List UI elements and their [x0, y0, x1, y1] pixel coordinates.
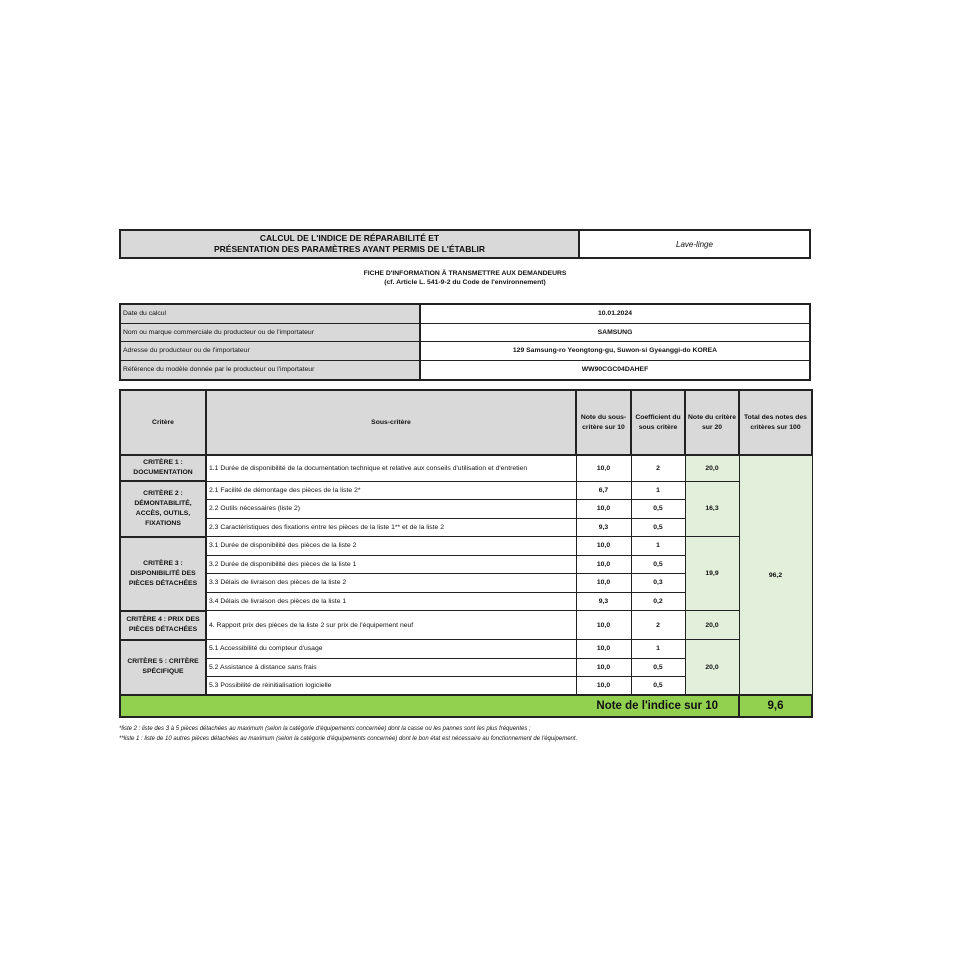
sub-criterion: 2.2 Outils nécessaires (liste 2) [206, 500, 576, 519]
sub-note: 10,0 [576, 574, 631, 593]
criterion-3-note: 19,9 [685, 537, 739, 611]
criterion-4-note: 20,0 [685, 611, 739, 640]
sheet-subtitle [119, 269, 811, 287]
info-label: Référence du modèle donnée par le producteur ou l'importateur [121, 361, 421, 380]
table-row [120, 455, 812, 481]
final-score-label: Note de l'indice sur 10 [120, 695, 739, 717]
sub-note: 10,0 [576, 555, 631, 574]
sub-note: 10,0 [576, 640, 631, 659]
criterion-1-note: 20,0 [685, 455, 739, 481]
header-note-critere: Note du critère sur 20 [685, 390, 739, 455]
info-row-address [121, 342, 809, 361]
info-value: WW90CGC04DAHEF [581, 366, 649, 374]
sub-coef: 0,5 [631, 518, 685, 537]
criterion-5-name: CRITÈRE 5 : CRITÈRE SPÉCIFIQUE [120, 640, 206, 696]
info-row-brand [121, 324, 809, 343]
sub-coef: 0,3 [631, 574, 685, 593]
sub-note: 9,3 [576, 518, 631, 537]
sub-coef: 0,5 [631, 500, 685, 519]
info-label: Adresse du producteur ou de l'importateur [121, 342, 421, 360]
info-label: Date du calcul [121, 305, 421, 323]
info-value: 129 Samsung-ro Yeongtong-gu, Suwon-si Gyeanggi-do KOREA [512, 347, 718, 355]
sub-coef: 0,5 [631, 555, 685, 574]
criterion-2-note: 16,3 [685, 481, 739, 537]
sub-note: 10,0 [576, 455, 631, 481]
criterion-5-note: 20,0 [685, 640, 739, 696]
table-row [120, 611, 812, 640]
footnote-list-2: *liste 2 : liste des 3 à 5 pièces détachées au maximum (selon la catégorie d'équipements concernée) dont la casse ou les pannes sont les plus fréquentes ; [119, 726, 531, 732]
criteria-table [119, 389, 813, 718]
sub-coef: 1 [631, 640, 685, 659]
criterion-2-name: CRITÈRE 2 : DÉMONTABILITÉ, ACCÈS, OUTILS, FIXATIONS [120, 481, 206, 537]
sub-criterion: 3.4 Délais de livraison des pièces de la liste 1 [206, 592, 576, 611]
info-row-date [121, 305, 809, 324]
header-coefficient: Coefficient du sous critère [631, 390, 685, 455]
info-value: 10.01.2024 [597, 310, 633, 318]
sub-criterion: 2.3 Caractéristiques des fixations entre les pièces de la liste 1** et de la liste 2 [206, 518, 576, 537]
sub-criterion: 5.2 Assistance à distance sans frais [206, 658, 576, 677]
sub-coef: 2 [631, 611, 685, 640]
sub-criterion: 1.1 Durée de disponibilité de la documentation technique et relative aux conseils d'utilisation et d'entretien [206, 455, 576, 481]
sub-coef: 0,5 [631, 658, 685, 677]
sub-note: 10,0 [576, 537, 631, 556]
sub-note: 10,0 [576, 677, 631, 696]
sub-criterion: 5.3 Possibilité de réinitialisation logicielle [206, 677, 576, 696]
subtitle-line-1: FICHE D'INFORMATION À TRANSMETTRE AUX DEMANDEURS [363, 270, 567, 277]
sub-note: 6,7 [576, 481, 631, 500]
table-row [120, 537, 812, 556]
table-row [120, 481, 812, 500]
info-value: SAMSUNG [597, 328, 633, 336]
sub-note: 10,0 [576, 611, 631, 640]
sheet-header [119, 229, 811, 259]
title-line-2: PRÉSENTATION DES PARAMÈTRES AYANT PERMIS DE L'ÉTABLIR [213, 244, 486, 254]
subtitle-line-2: (cf. Article L. 541-9-2 du Code de l'environnement) [384, 279, 546, 286]
header-note-sous-critere: Note du sous-critère sur 10 [576, 390, 631, 455]
sub-criterion: 3.2 Durée de disponibilité des pièces de la liste 1 [206, 555, 576, 574]
total-100: 96,2 [739, 455, 812, 695]
info-row-model [121, 361, 809, 380]
info-label: Nom ou marque commerciale du producteur ou de l'importateur [121, 324, 421, 342]
header-critere: Critère [120, 390, 206, 455]
sheet-title [121, 231, 580, 257]
final-score-value: 9,6 [739, 695, 812, 717]
sub-criterion: 5.1 Accessibilité du compteur d'usage [206, 640, 576, 659]
sub-note: 9,3 [576, 592, 631, 611]
footnotes [119, 725, 577, 744]
criterion-4-name: CRITÈRE 4 : PRIX DES PIÈCES DÉTACHÉES [120, 611, 206, 640]
sub-criterion: 2.1 Facilité de démontage des pièces de la liste 2* [206, 481, 576, 500]
sub-coef: 0,2 [631, 592, 685, 611]
product-type: Lave-linge [676, 239, 713, 249]
sub-note: 10,0 [576, 500, 631, 519]
criterion-3-name: CRITÈRE 3 : DISPONIBILITÉ DES PIÈCES DÉTACHÉES [120, 537, 206, 611]
title-line-1: CALCUL DE L'INDICE DE RÉPARABILITÉ ET [259, 233, 440, 243]
sub-criterion: 3.1 Durée de disponibilité des pièces de la liste 2 [206, 537, 576, 556]
sub-coef: 1 [631, 537, 685, 556]
sub-coef: 1 [631, 481, 685, 500]
sub-criterion: 4. Rapport prix des pièces de la liste 2 sur prix de l'équipement neuf [206, 611, 576, 640]
sub-coef: 2 [631, 455, 685, 481]
final-score-row [120, 695, 812, 717]
table-row [120, 640, 812, 659]
sub-coef: 0,5 [631, 677, 685, 696]
info-table [119, 303, 811, 381]
criterion-1-name: CRITÈRE 1 : DOCUMENTATION [120, 455, 206, 481]
header-sous-critere: Sous-critère [206, 390, 576, 455]
sub-criterion: 3.3 Délais de livraison des pièces de la liste 2 [206, 574, 576, 593]
sub-note: 10,0 [576, 658, 631, 677]
header-total: Total des notes des critères sur 100 [739, 390, 812, 455]
footnote-list-1: **liste 1 : liste de 10 autres pièces détachées au maximum (selon la catégorie d'équipements concernée) dont le bon état est nécessaire au fonctionnement de l'équipement. [119, 735, 578, 742]
repairability-sheet [119, 229, 811, 742]
